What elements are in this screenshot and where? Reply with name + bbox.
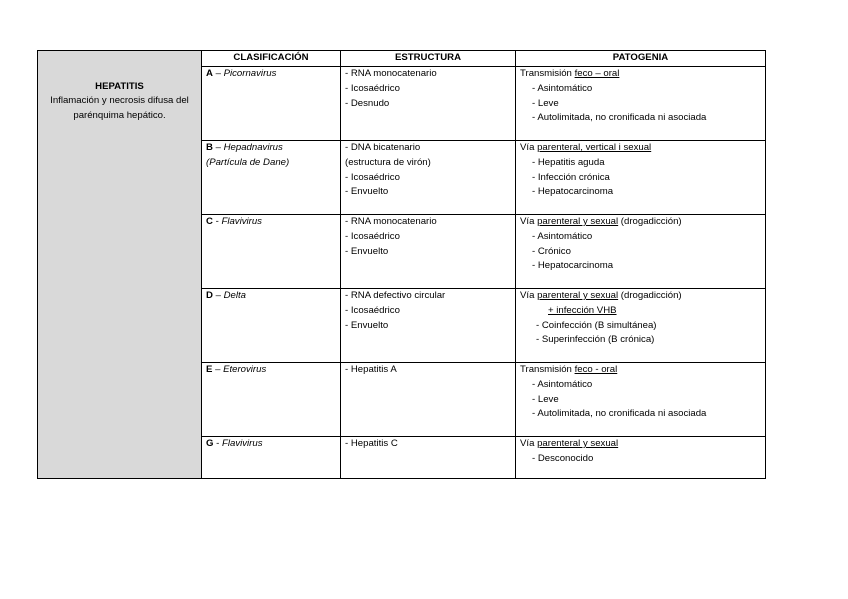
header-pathogenesis: PATOGENIA — [516, 51, 766, 67]
structure-line: - Icosaédrico — [345, 82, 400, 94]
pathogenesis-item: - Crónico — [532, 245, 571, 257]
virus-separator: – — [212, 68, 224, 79]
classification-cell — [202, 215, 341, 289]
pathogenesis-item: - Desconocido — [532, 452, 594, 464]
structure-line: - Icosaédrico — [345, 230, 400, 242]
transmission-line: Vía parenteral y sexual (drogadicción) — [520, 216, 682, 227]
transmission-route: parenteral y sexual — [537, 216, 619, 227]
virus-family: Eterovirus — [223, 364, 267, 375]
virus-letter: E — [206, 364, 213, 375]
virus-letter: C — [206, 216, 213, 227]
pathogenesis-item: - Asintomático — [532, 378, 593, 390]
pathogenesis-item: - Coinfección (B simultánea) — [536, 319, 657, 331]
pathogenesis-item: - Hepatitis aguda — [532, 156, 605, 168]
transmission-route: parenteral y sexual — [537, 438, 619, 449]
side-title: HEPATITIS — [95, 80, 144, 92]
virus-separator: – — [212, 142, 224, 153]
hepatitis-table — [37, 50, 766, 479]
header-classification: CLASIFICACIÓN — [202, 51, 341, 67]
table-row-a — [38, 67, 766, 141]
transmission-line: Vía parenteral y sexual — [520, 438, 619, 449]
virus-family: Flavivirus — [221, 216, 262, 227]
structure-cell — [341, 289, 516, 363]
pathogenesis-cell — [516, 289, 766, 363]
virus-note: (Partícula de Dane) — [206, 156, 290, 168]
structure-cell — [341, 67, 516, 141]
structure-cell — [341, 215, 516, 289]
virus-family: Hepadnavirus — [223, 142, 283, 153]
pathogenesis-item: - Autolimitada, no cronificada ni asociada — [532, 112, 707, 124]
structure-line: - Envuelto — [345, 245, 389, 257]
virus-letter: A — [206, 68, 213, 79]
transmission-route: feco - oral — [574, 364, 618, 375]
virus-separator: - — [212, 216, 222, 227]
virus-family: Flavivirus — [222, 438, 263, 449]
classification-cell — [202, 289, 341, 363]
structure-cell — [341, 141, 516, 215]
structure-cell — [341, 437, 516, 479]
pathogenesis-cell — [516, 141, 766, 215]
pathogenesis-cell — [516, 363, 766, 437]
pathogenesis-item: - Leve — [532, 97, 559, 109]
classification-cell — [202, 141, 341, 215]
classification-cell — [202, 363, 341, 437]
pathogenesis-cell — [516, 215, 766, 289]
header-corner — [38, 51, 202, 67]
structure-line: - Icosaédrico — [345, 171, 400, 183]
pathogenesis-item: - Hepatocarcinoma — [532, 260, 614, 272]
transmission-line: Vía parenteral, vertical i sexual — [520, 142, 652, 153]
structure-line: - Envuelto — [345, 319, 389, 331]
transmission-route: feco – oral — [574, 68, 620, 79]
transmission-line: Vía parenteral y sexual (drogadicción) — [520, 290, 682, 301]
pathogenesis-item: - Asintomático — [532, 82, 593, 94]
transmission-route: parenteral, vertical i sexual — [537, 142, 652, 153]
structure-cell — [341, 363, 516, 437]
side-panel — [38, 67, 202, 479]
virus-letter: B — [206, 142, 213, 153]
pathogenesis-item: - Infección crónica — [532, 171, 610, 183]
virus-family: Picornavirus — [223, 68, 277, 79]
virus-letter: D — [206, 290, 213, 301]
virus-family: Delta — [223, 290, 247, 301]
header-structure: ESTRUCTURA — [341, 51, 516, 67]
structure-line: - Envuelto — [345, 186, 389, 198]
header-row — [38, 51, 766, 67]
pathogenesis-item: - Leve — [532, 393, 559, 405]
classification-cell — [202, 437, 341, 479]
pathogenesis-cell — [516, 437, 766, 479]
transmission-line: Transmisión feco - oral — [520, 364, 618, 375]
side-description: Inflamación y necrosis difusa del parénquima hepático. — [50, 95, 189, 122]
pathogenesis-item: - Autolimitada, no cronificada ni asociada — [532, 408, 707, 420]
virus-letter: G — [206, 438, 214, 449]
pathogenesis-item: - Superinfección (B crónica) — [536, 334, 655, 346]
transmission-route: parenteral y sexual — [537, 290, 619, 301]
coinfection-note: + infección VHB — [548, 304, 617, 316]
structure-line: - RNA monocatenario — [345, 68, 437, 79]
virus-separator: - — [213, 438, 222, 449]
transmission-line: Transmisión feco – oral — [520, 68, 620, 79]
classification-cell — [202, 67, 341, 141]
pathogenesis-item: - Hepatocarcinoma — [532, 186, 614, 198]
structure-line: - Hepatitis A — [345, 364, 397, 375]
pathogenesis-cell — [516, 67, 766, 141]
virus-separator: – — [212, 290, 224, 301]
structure-line: - DNA bicatenario — [345, 142, 421, 153]
pathogenesis-item: - Asintomático — [532, 230, 593, 242]
structure-line: - Hepatitis C — [345, 438, 398, 449]
virus-separator: – — [212, 364, 224, 375]
structure-line: - RNA monocatenario — [345, 216, 437, 227]
structure-line: - RNA defectivo circular — [345, 290, 446, 301]
structure-line: - Desnudo — [345, 97, 390, 109]
structure-line: (estructura de virón) — [345, 156, 431, 168]
structure-line: - Icosaédrico — [345, 304, 400, 316]
